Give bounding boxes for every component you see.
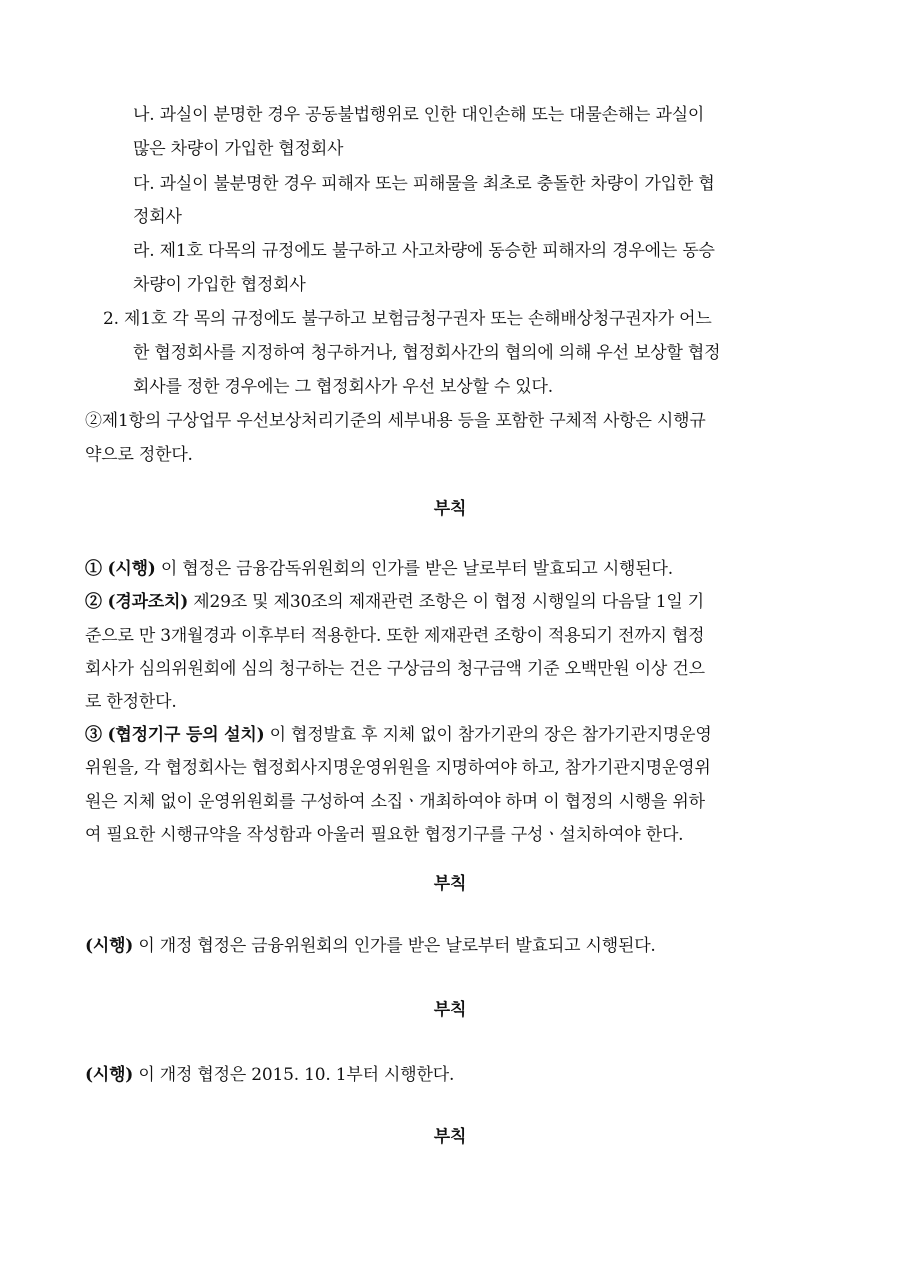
supplement3-label: (시행) xyxy=(85,1065,134,1085)
supplement1-para3-line1 xyxy=(85,723,712,747)
supplement1-para3-line4: 여 필요한 시행규약을 작성함과 아울러 필요한 협정기구를 구성ㆍ설치하여야 한다. xyxy=(85,825,684,845)
supplement-heading-2: 부칙 xyxy=(433,874,467,894)
supplement1-para3-line3: 원은 지체 없이 운영위원회를 구성하여 소집ㆍ개최하여야 하며 이 협정의 시행을 위하 xyxy=(85,792,705,812)
item2-line3: 회사를 정한 경우에는 그 협정회사가 우선 보상할 수 있다. xyxy=(133,377,553,397)
item-da-line2: 정회사 xyxy=(133,207,182,227)
supplement1-para2-line4: 로 한정한다. xyxy=(85,692,177,712)
supplement3-text: 이 개정 협정은 2015. 10. 1부터 시행한다. xyxy=(133,1065,455,1085)
supplement2-para xyxy=(85,934,656,958)
supplement-heading-3: 부칙 xyxy=(433,1000,467,1020)
supplement1-para3-text: 이 협정발효 후 지체 없이 참가기관의 장은 참가기관지명운영 xyxy=(264,725,712,745)
item-na-line1: 나. 과실이 분명한 경우 공동불법행위로 인한 대인손해 또는 대물손해는 과실이 xyxy=(133,105,705,125)
supplement2-text: 이 개정 협정은 금융위원회의 인가를 받은 날로부터 발효되고 시행된다. xyxy=(133,936,656,956)
item2-line2: 한 협정회사를 지정하여 청구하거나, 협정회사간의 협의에 의해 우선 보상할 협정 xyxy=(133,343,721,363)
supplement1-para1-label: ① (시행) xyxy=(85,559,156,579)
supplement1-para2-line3: 회사가 심의위원회에 심의 청구하는 건은 구상금의 청구금액 기준 오백만원 이상 건으 xyxy=(85,659,705,679)
supplement1-para1 xyxy=(85,557,673,581)
supplement1-para3-line2: 위원을, 각 협정회사는 협정회사지명운영위원을 지명하여야 하고, 참가기관지명운영위 xyxy=(85,758,711,778)
supplement-heading-4: 부칙 xyxy=(433,1127,467,1147)
item-ra-line2: 차량이 가입한 협정회사 xyxy=(133,275,306,295)
supplement1-para2-label: ② (경과조치) xyxy=(85,592,189,612)
supplement1-para2-text: 제29조 및 제30조의 제재관련 조항은 이 협정 시행일의 다음달 1일 기 xyxy=(188,592,704,612)
item-ra-line1: 라. 제1호 다목의 규정에도 불구하고 사고차량에 동승한 피해자의 경우에는 동승 xyxy=(133,241,715,261)
supplement-heading-1: 부칙 xyxy=(433,499,467,519)
item2-line1: 2. 제1호 각 목의 규정에도 불구하고 보험금청구권자 또는 손해배상청구권자가 어느 xyxy=(103,309,712,329)
supplement1-para3-label: ③ (협정기구 등의 설치) xyxy=(85,725,265,745)
supplement1-para2-line1 xyxy=(85,590,704,614)
item-da-line1: 다. 과실이 불분명한 경우 피해자 또는 피해물을 최초로 충돌한 차량이 가입한 협 xyxy=(133,174,715,194)
paragraph2-line2: 약으로 정한다. xyxy=(85,445,193,465)
supplement1-para1-text: 이 협정은 금융감독위원회의 인가를 받은 날로부터 발효되고 시행된다. xyxy=(155,559,673,579)
paragraph2-line1: ②제1항의 구상업무 우선보상처리기준의 세부내용 등을 포함한 구체적 사항은 시행규 xyxy=(85,411,706,431)
supplement1-para2-line2: 준으로 만 3개월경과 이후부터 적용한다. 또한 제재관련 조항이 적용되기 전까지 협정 xyxy=(85,626,705,646)
item-na-line2: 많은 차량이 가입한 협정회사 xyxy=(133,139,344,159)
supplement2-label: (시행) xyxy=(85,936,134,956)
supplement3-para xyxy=(85,1063,454,1087)
